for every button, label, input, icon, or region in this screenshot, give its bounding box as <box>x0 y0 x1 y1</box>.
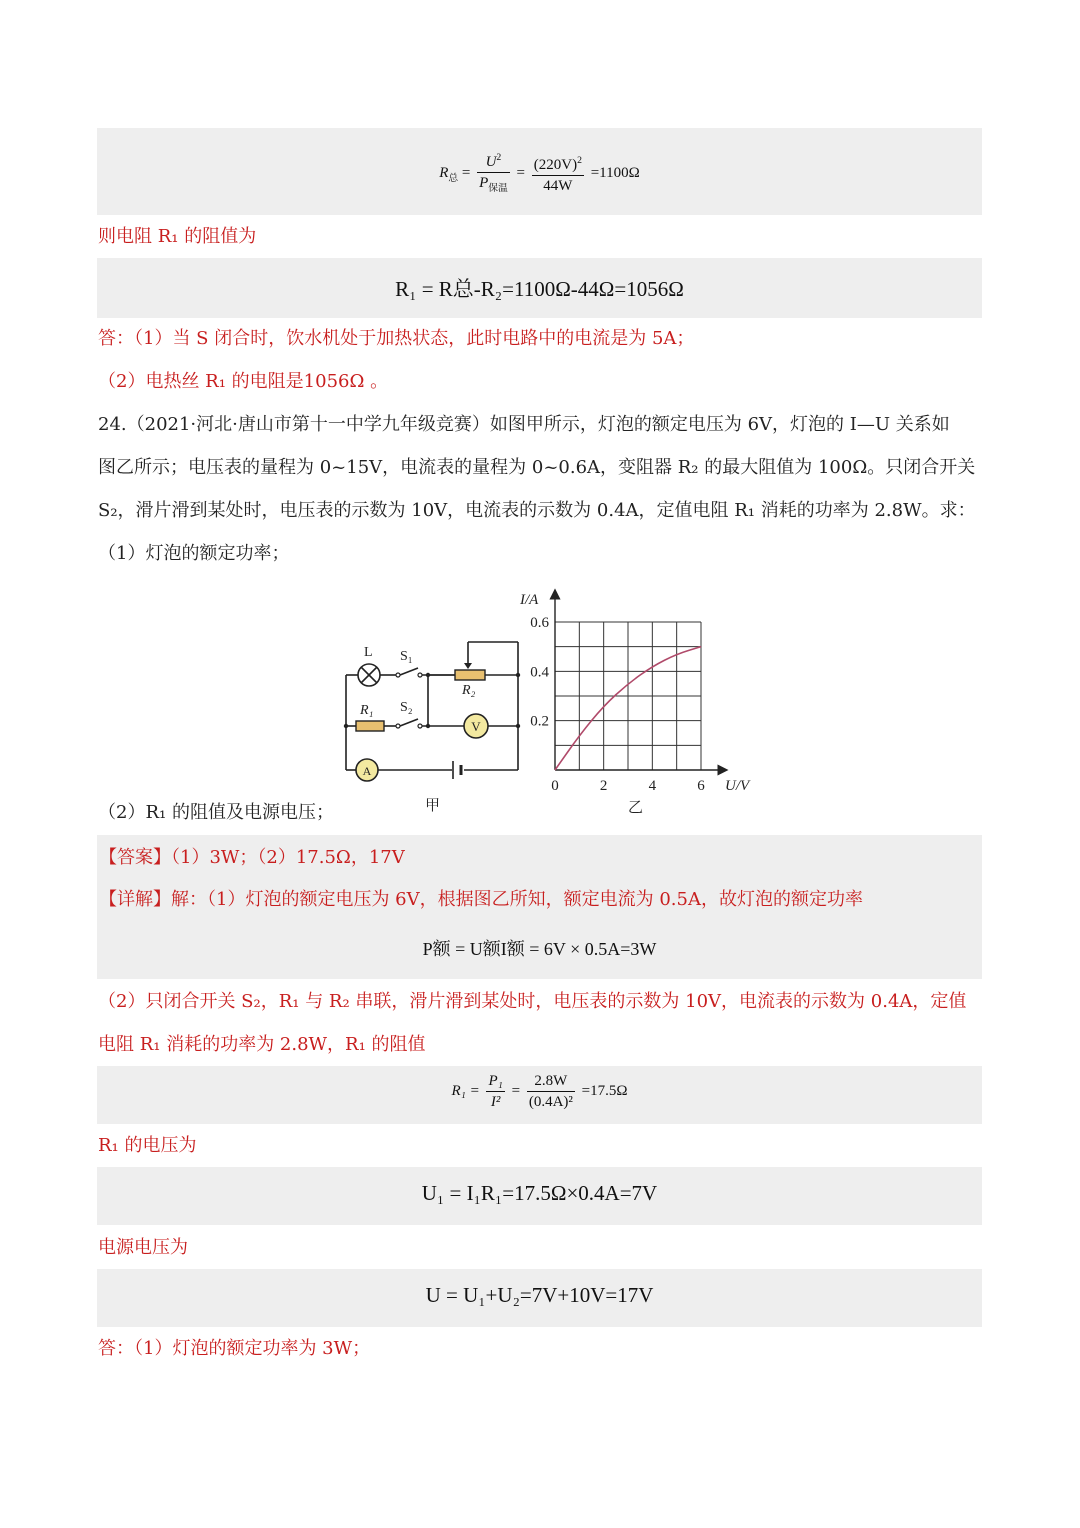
label-l: L <box>364 645 373 660</box>
x-tick-label: 0 <box>551 778 559 794</box>
formula-box-u <box>97 1269 982 1327</box>
ammeter-label: A <box>362 764 372 778</box>
circuit-diagram <box>340 630 530 820</box>
formula-total-resistance: $R_总$ = $\frac{U^2}{P_{保温}}$ = $\frac{(220V)^2}{44W}$ =1100Ω <box>97 148 982 199</box>
y-tick-label: 0.6 <box>530 615 549 631</box>
y-tick-label: 0.4 <box>530 664 549 681</box>
caption-jia: 甲 <box>425 798 441 814</box>
formula-r1-result: =17.5Ω <box>581 1082 628 1099</box>
fraction-220-44 <box>532 151 584 196</box>
label-r2: R₂ <box>462 683 476 698</box>
chart-x-label: U/V <box>725 778 750 794</box>
question-24-sub-2: （2）R₁ 的阻值及电源电压； <box>98 802 334 823</box>
answer-text: （1）3W；（2）17.5Ω，17V <box>171 847 405 868</box>
x-tick-label: 2 <box>599 778 608 794</box>
voltmeter-symbol <box>464 714 488 738</box>
label-r1: R₁ <box>360 703 374 718</box>
detail-line <box>99 887 863 913</box>
frac-den-sub: 保温 <box>488 183 508 194</box>
text-answer-1: 答：（1）当 S 闭合时，饮水机处于加热状态，此时电路中的电流是为 5A； <box>98 328 695 349</box>
formula-box-u1 <box>97 1167 982 1225</box>
text-answer-2: （2）电热丝 R₁ 的电阻是1056Ω 。 <box>98 371 389 392</box>
fraction-28-04 <box>527 1071 575 1112</box>
text-part2-line-2: 电阻 R₁ 消耗的功率为 2.8W，R₁ 的阻值 <box>98 1034 426 1055</box>
frac-04a: (0.4A)² <box>528 1094 573 1110</box>
text-part2-line-1: （2）只闭合开关 S₂，R₁ 与 R₂ 串联，滑片滑到某处时，电压表的示数为 10V，电流表的示数为 0.4A，定值 <box>98 991 967 1012</box>
frac-den: P <box>479 175 489 191</box>
y-tick-label: 0.2 <box>530 713 549 730</box>
frac-den-value: 44W <box>543 178 573 194</box>
ammeter-symbol <box>356 759 378 781</box>
formula-r1-lhs: R₁ = <box>451 1082 480 1099</box>
formula-u1: U₁ = I₁R₁=17.5Ω×0.4A=7V <box>421 1181 658 1205</box>
formula-lhs-sub: 总 <box>448 172 459 184</box>
formula-u: U = U₁+U₂=7V+10V=17V <box>425 1283 654 1307</box>
question-24-line-1: 24.（2021·河北·唐山市第十一中学九年级竞赛）如图甲所示，灯泡的额定电压为 6V，灯泡的 I—U 关系如 <box>98 414 950 435</box>
answer-tag: 【答案】 <box>99 847 171 868</box>
question-24-line-3: S₂，滑片滑到某处时，电压表的示数为 10V，电流表的示数为 0.4A，定值电阻 R₁ 消耗的功率为 2.8W。求： <box>98 500 976 521</box>
chart-grid <box>555 622 701 770</box>
frac-p1: P₁ <box>488 1073 503 1089</box>
formula-box-r1 <box>97 258 982 318</box>
detail-tag: 【详解】 <box>99 889 171 910</box>
frac-i2: I² <box>490 1094 501 1110</box>
text-r1-label: 则电阻 R₁ 的阻值为 <box>98 226 257 247</box>
question-24-line-2: 图乙所示；电压表的量程为 0~15V，电流表的量程为 0~0.6A，变阻器 R₂ 的最大阻值为 100Ω。只闭合开关 <box>98 457 976 478</box>
formula-box-total-resistance <box>97 128 982 215</box>
frac-num-sup: 2 <box>496 152 502 163</box>
frac-num: U <box>485 154 497 170</box>
r2-resistor <box>455 670 485 680</box>
answer-line <box>99 845 405 871</box>
frac-28w: 2.8W <box>527 1071 575 1092</box>
formula-r1: R₁ = R总-R₂=1100Ω-44Ω=1056Ω <box>395 277 684 301</box>
detail-text: 解：（1）灯泡的额定电压为 6V，根据图乙所知，额定电流为 0.5A，故灯泡的额定功率 <box>171 889 863 910</box>
formula-result: =1100Ω <box>590 164 640 181</box>
question-24-sub-1: （1）灯泡的额定功率； <box>98 543 290 564</box>
formula-rated-power: P额 = U额I额 = 6V × 0.5A=3W <box>422 939 657 959</box>
fraction-p1-i2 <box>486 1071 504 1112</box>
x-tick-label: 4 <box>648 778 657 794</box>
fraction-u2-p <box>477 148 510 199</box>
formula-r1-value: R₁ = $\frac{\text{P₁}}{\text{I²}}$ = $\frac{2.8W}{\text{(0.4A)²}}$ =17.5Ω <box>451 1073 628 1110</box>
voltmeter-label: V <box>471 719 481 734</box>
answer-detail-box <box>97 835 982 979</box>
text-r1-voltage-label: R₁ 的电压为 <box>98 1135 197 1156</box>
formula-box-r1-value <box>97 1066 982 1124</box>
frac-num-value: (220V) <box>533 157 578 173</box>
chart-axes <box>555 594 723 770</box>
text-source-voltage-label: 电源电压为 <box>98 1237 188 1258</box>
x-tick-label: 6 <box>697 778 705 794</box>
lamp-symbol <box>358 664 380 686</box>
label-s1: S₁ <box>400 649 413 664</box>
r1-resistor <box>356 721 384 731</box>
iu-chart <box>510 585 770 820</box>
formula-lhs: R <box>439 164 449 181</box>
battery-symbol <box>453 761 461 779</box>
chart-caption: 乙 <box>628 800 644 816</box>
text-final-answer: 答：（1）灯泡的额定功率为 3W； <box>98 1338 371 1359</box>
chart-y-label: I/A <box>520 592 539 608</box>
frac-num-value-sup: 2 <box>577 155 582 166</box>
label-s2: S₂ <box>400 700 413 715</box>
